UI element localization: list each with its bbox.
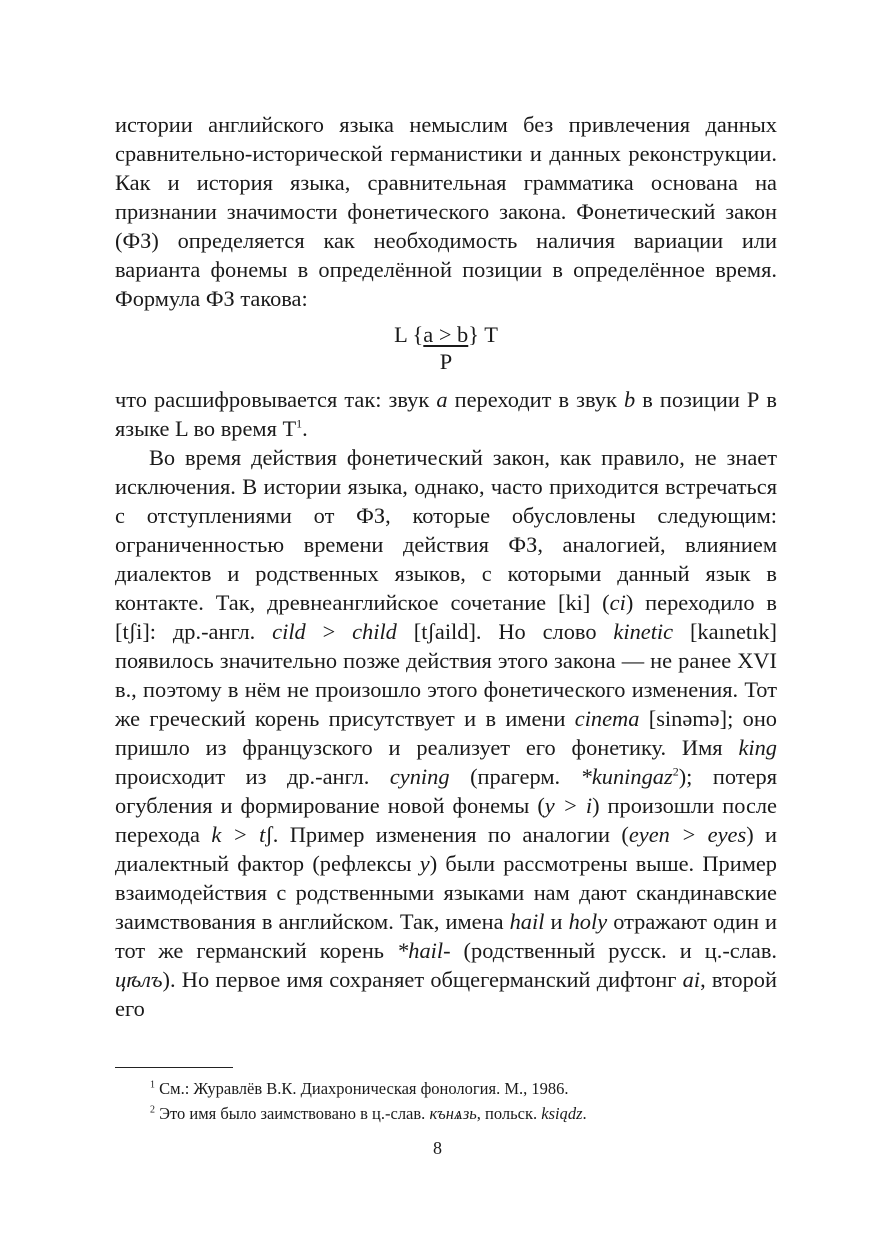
- italic-term: k > t: [211, 822, 266, 847]
- italic-term: ai: [682, 967, 701, 992]
- italic-term: child: [352, 619, 397, 644]
- page-body: [115, 110, 777, 1023]
- italic-term: hail: [509, 909, 545, 934]
- footnote-number: 1: [150, 1079, 155, 1091]
- italic-term: y > i: [544, 793, 593, 818]
- paragraph-3: [115, 443, 777, 1023]
- text-run: (прагерм.: [449, 764, 581, 789]
- italic-term: цѣлъ: [115, 967, 163, 992]
- italic-term: b: [623, 387, 636, 412]
- footnote-1: [115, 1076, 777, 1101]
- text-run: .: [302, 416, 308, 441]
- footnote-ref-1[interactable]: 1: [296, 416, 303, 431]
- formula-right: } T: [468, 322, 498, 347]
- text-run: [kaınetık] появилось значительно позже действия этого закона — не ранее XVI в., поэтому в нём не произошло этого фонетического изменения. Тот же греческий корень присутствует и в имени: [115, 619, 777, 731]
- italic-term: a: [436, 387, 448, 412]
- footnote-text: Это имя было заимствовано в ц.-слав.: [159, 1104, 430, 1123]
- footnotes: [115, 1067, 777, 1126]
- text-run: происходит из др.-англ.: [115, 764, 390, 789]
- text-run: и: [544, 909, 569, 934]
- formula-numerator: a > b: [423, 322, 469, 347]
- text-run: переходит в звук: [447, 387, 624, 412]
- text-run: что расшифровывается так: звук: [115, 387, 437, 412]
- text-run: [tʃaild]. Но слово: [396, 619, 614, 644]
- text-run: ). Но первое имя сохраняет общегерманский дифтонг: [162, 967, 683, 992]
- text-run: ); потеря огубления и формирование новой фонемы (: [115, 764, 777, 818]
- italic-term: *hail-: [397, 938, 451, 963]
- text-run: ʃ. Пример изменения по аналогии (: [265, 822, 629, 847]
- footnote-text: , польск.: [476, 1104, 542, 1123]
- footnote-text: .: [582, 1104, 587, 1123]
- italic-term: king: [738, 735, 777, 760]
- footnote-ref-2[interactable]: 2: [672, 764, 679, 779]
- footnote-text: См.: Журавлёв В.К. Диахроническая фонология. М., 1986.: [159, 1079, 569, 1098]
- formula-left: L {: [394, 322, 424, 347]
- italic-term: *kuningaz: [580, 764, 673, 789]
- footnote-2: [115, 1101, 777, 1126]
- formula-denominator: P: [439, 349, 453, 374]
- italic-term: cild: [272, 619, 306, 644]
- italic-term: cinema: [574, 706, 640, 731]
- text-run: >: [305, 619, 353, 644]
- text-run: [sinəmə]; оно пришло из французского и реализует его фонетику. Имя: [115, 706, 777, 760]
- paragraph-1: истории английского языка немыслим без привлечения данных сравнительно-исторической германистики и данных реконструкции. Как и история языка, сравнительная грамматика основана на признании значимости фонетического закона. Фонетический закон (ФЗ) определяется как необходимость наличия вариации или варианта фонемы в определённой позиции в определённое время. Формула ФЗ такова:: [115, 112, 777, 311]
- text-run: (родственный русск. и ц.-слав.: [450, 938, 777, 963]
- italic-term: holy: [568, 909, 608, 934]
- text-run: ) переходило в [tʃi]: др.-англ.: [115, 590, 777, 644]
- italic-term: ksiądz: [541, 1104, 583, 1123]
- italic-term: y: [419, 851, 430, 876]
- footnote-number: 2: [150, 1104, 155, 1116]
- paragraph-2: [115, 385, 777, 443]
- italic-term: kinetic: [613, 619, 674, 644]
- italic-term: кънѧзь: [429, 1104, 477, 1123]
- text-run: в позиции Р в языке L во время T: [115, 387, 777, 441]
- page-number: 8: [433, 1138, 442, 1158]
- text-run: , второй его: [115, 967, 777, 1021]
- italic-term: cyning: [389, 764, 450, 789]
- text-run: отражают один и тот же германский корень: [115, 909, 777, 963]
- phonetic-law-formula: [115, 321, 777, 375]
- text-run: ) были рассмотрены выше. Пример взаимодействия с родственными языками нам дают скандинавские заимствования в английском. Так, имена: [115, 851, 778, 934]
- italic-term: ci: [609, 590, 626, 615]
- text-run: ) и диалектный фактор (рефлексы: [115, 822, 777, 876]
- footnote-divider: [115, 1067, 233, 1068]
- italic-term: eyen > eyes: [628, 822, 747, 847]
- text-run: ) произошли после перехода: [115, 793, 777, 847]
- text-run: Во время действия фонетический закон, как правило, не знает исключения. В истории языка, однако, часто приходится встречаться с отступлениями от ФЗ, которые обусловлены следующим: ограниченностью времени действия ФЗ, аналогией, влиянием диалектов и родственных языков, с которыми данный язык в контакте. Так, древнеанглийское сочетание [ki] (: [115, 445, 777, 615]
